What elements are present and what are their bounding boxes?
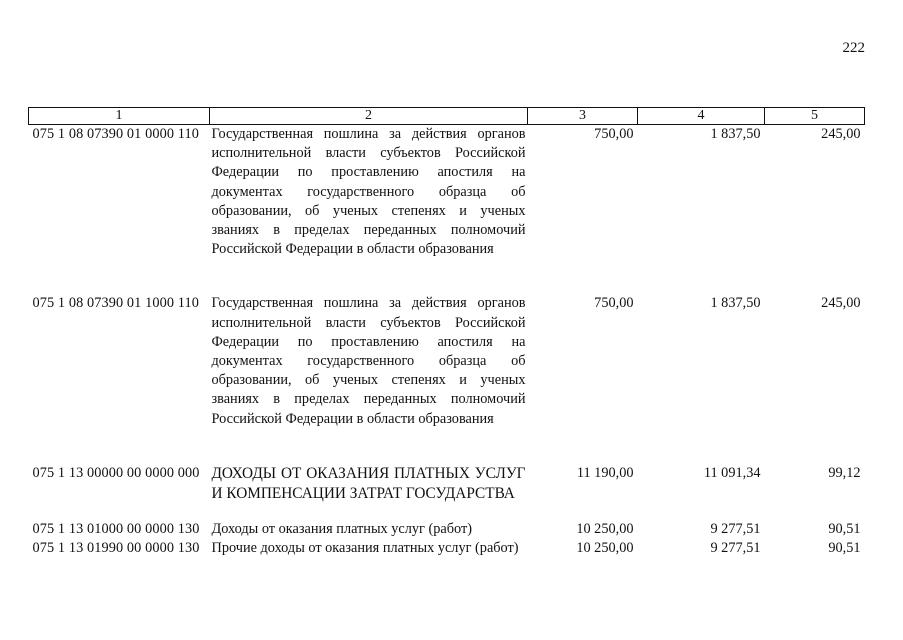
row-description: Прочие доходы от оказания платных услуг (работ)	[211, 540, 519, 557]
table-row	[29, 125, 865, 295]
row-value-col3: 10 250,00	[576, 520, 634, 537]
header-col-3: 3	[528, 108, 638, 125]
row-description: Государственная пошлина за действия органов исполнительной власти субъектов Российской Федерации по проставлению апостиля на документах государственного образца об образовании, об ученых степенях и ученых званиях в пределах переданных полномочий Российской Федерации в области образования	[211, 295, 526, 427]
header-row	[29, 108, 865, 125]
table-row	[29, 464, 865, 520]
revenue-table	[28, 107, 865, 558]
row-code: 075 1 13 00000 00 0000 000	[32, 464, 200, 481]
row-code: 075 1 08 07390 01 1000 110	[32, 295, 199, 312]
table-row	[29, 539, 865, 558]
header-col-5: 5	[765, 108, 865, 125]
row-value-col4: 11 091,34	[703, 464, 761, 481]
row-description: Государственная пошлина за действия органов исполнительной власти субъектов Российской Федерации по проставлению апостиля на документах государственного образца об образовании, об ученых степенях и ученых званиях в пределах переданных полномочий Российской Федерации в области образования	[211, 126, 526, 258]
row-value-col4: 9 277,51	[710, 520, 761, 537]
header-col-4: 4	[638, 108, 765, 125]
header-col-1: 1	[29, 108, 210, 125]
row-value-col4: 9 277,51	[710, 540, 761, 557]
row-description: ДОХОДЫ ОТ ОКАЗАНИЯ ПЛАТНЫХ УСЛУГ И КОМПЕНСАЦИИ ЗАТРАТ ГОСУДАРСТВА	[211, 464, 526, 502]
row-description: Доходы от оказания платных услуг (работ)	[211, 520, 472, 537]
row-value-col4: 1 837,50	[710, 126, 761, 142]
page-number: 222	[842, 40, 865, 56]
header-col-2: 2	[210, 108, 528, 125]
row-value-col3: 11 190,00	[576, 464, 634, 481]
table-row	[29, 294, 865, 463]
row-value-col5: 90,51	[828, 520, 861, 537]
row-value-col3: 10 250,00	[576, 540, 634, 557]
row-value-col5: 245,00	[821, 126, 861, 142]
row-value-col5: 99,12	[828, 464, 861, 481]
table-body	[29, 125, 865, 559]
row-code: 075 1 13 01000 00 0000 130	[32, 520, 200, 537]
row-value-col3: 750,00	[594, 295, 634, 312]
row-value-col5: 90,51	[828, 540, 861, 557]
row-code: 075 1 08 07390 01 0000 110	[32, 126, 199, 142]
row-value-col3: 750,00	[594, 126, 634, 142]
row-value-col5: 245,00	[821, 295, 861, 312]
row-value-col4: 1 837,50	[710, 295, 761, 312]
table-header	[29, 108, 865, 125]
table-row	[29, 520, 865, 539]
row-code: 075 1 13 01990 00 0000 130	[32, 540, 200, 557]
